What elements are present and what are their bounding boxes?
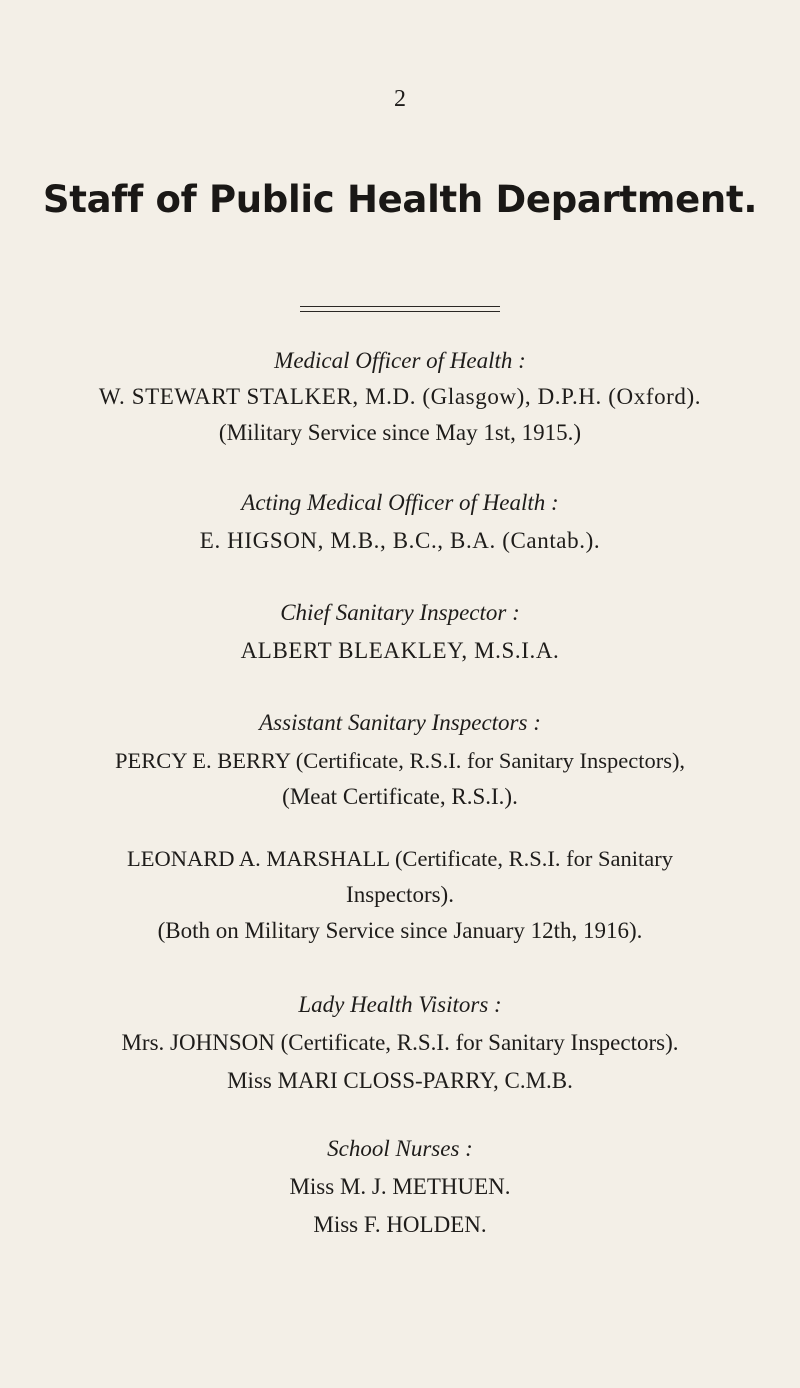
school-nurse-1-line: Miss M. J. METHUEN. [289, 1174, 511, 1199]
acting-moh-name-line: E. HIGSON, M.B., B.C., B.A. (Cantab.). [199, 528, 601, 553]
school-nurses-heading: School Nurses : [327, 1136, 473, 1161]
chief-inspector-heading: Chief Sanitary Inspector : [280, 600, 520, 625]
acting-moh-heading: Acting Medical Officer of Health : [241, 490, 559, 515]
page-number: 2 [394, 86, 406, 112]
health-visitor-2-line: Miss MARI CLOSS-PARRY, C.M.B. [227, 1068, 573, 1093]
assistant-inspector-1-meat-line: (Meat Certificate, R.S.I.). [282, 784, 518, 809]
assistant-inspectors-heading: Assistant Sanitary Inspectors : [259, 710, 541, 735]
moh-service-line: (Military Service since May 1st, 1915.) [218, 420, 582, 445]
page-title: Staff of Public Health Department. [42, 178, 758, 221]
health-visitor-1-line: Mrs. JOHNSON (Certificate, R.S.I. for Sanitary Inspectors). [121, 1030, 679, 1055]
moh-name-line: W. STEWART STALKER, M.D. (Glasgow), D.P.H. (Oxford). [98, 384, 702, 409]
title-divider-upper [300, 306, 500, 307]
chief-inspector-name-line: ALBERT BLEAKLEY, M.S.I.A. [240, 638, 560, 663]
moh-heading: Medical Officer of Health : [274, 348, 526, 373]
assistant-inspector-2-continued-line: Inspectors). [346, 882, 454, 907]
title-divider-lower [300, 311, 500, 312]
assistant-inspector-1-line: PERCY E. BERRY (Certificate, R.S.I. for Sanitary Inspectors), [114, 748, 686, 773]
health-visitors-heading: Lady Health Visitors : [298, 992, 502, 1017]
assistant-inspectors-service-line: (Both on Military Service since January 12th, 1916). [157, 918, 643, 943]
school-nurse-2-line: Miss F. HOLDEN. [313, 1212, 487, 1237]
assistant-inspector-2-line: LEONARD A. MARSHALL (Certificate, R.S.I. for Sanitary [127, 846, 673, 871]
